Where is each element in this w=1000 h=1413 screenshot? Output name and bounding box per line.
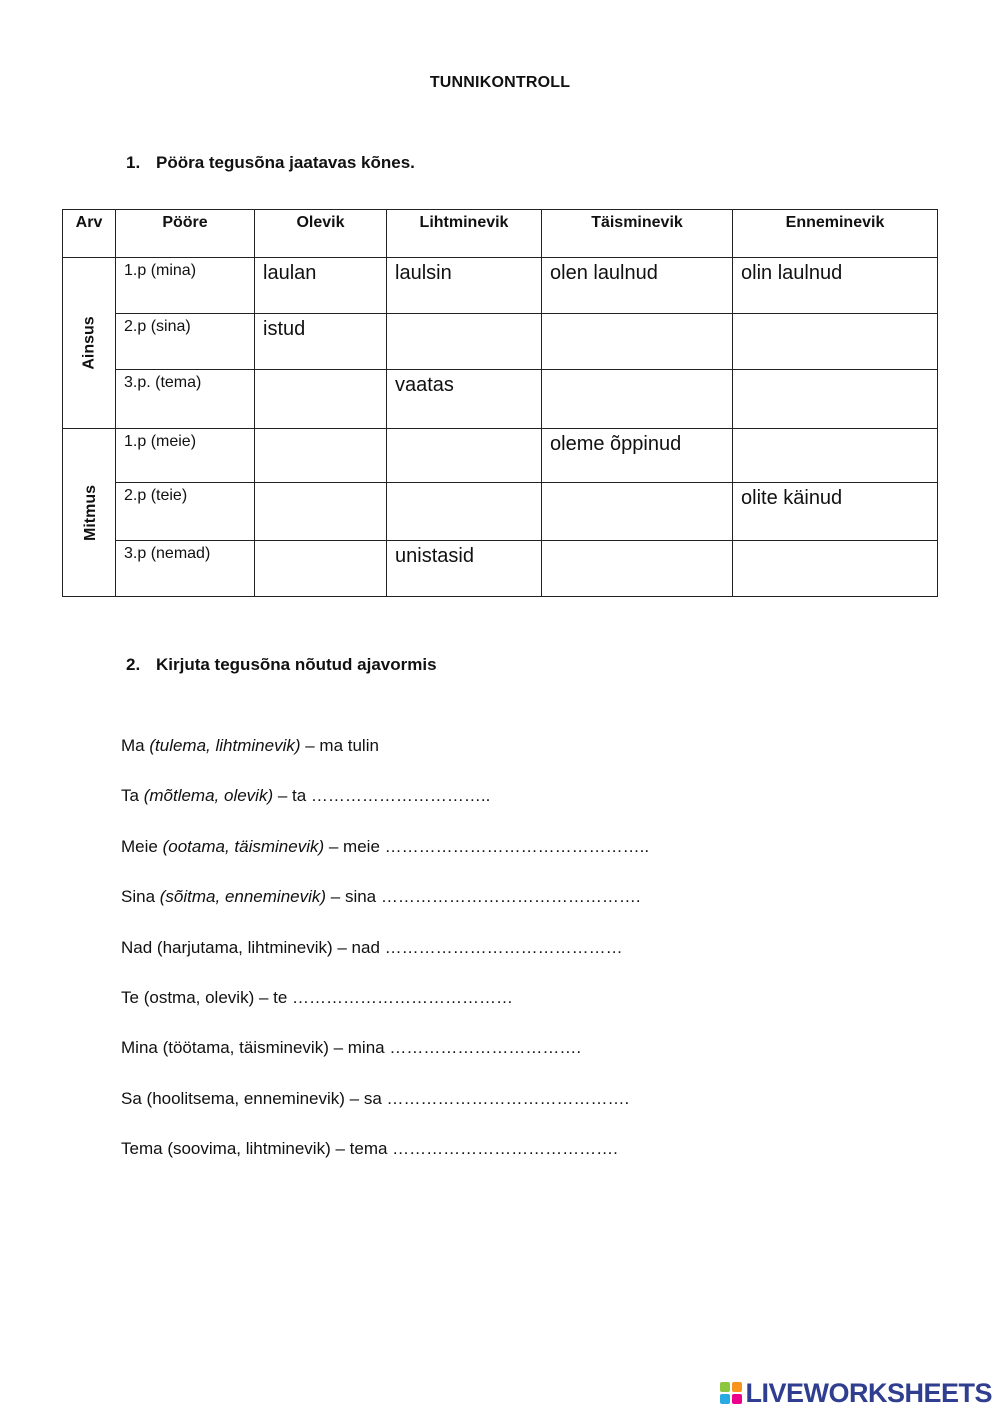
group-ainsus xyxy=(63,258,116,429)
exercise-pronoun: Meie xyxy=(121,836,158,856)
exercise-hint: (ostma, olevik) xyxy=(143,987,255,1007)
exercise-pronoun: Sa xyxy=(121,1088,142,1108)
exercise-pronoun: Te xyxy=(121,987,139,1007)
conjugation-table xyxy=(62,209,938,597)
answer-cell[interactable]: laulan xyxy=(255,258,387,314)
exercise-answer-blank[interactable]: – mina ……………………………. xyxy=(328,1038,582,1058)
answer-cell[interactable] xyxy=(733,314,938,370)
exercise-hint: (sõitma, enneminevik) xyxy=(159,887,327,907)
answer-cell[interactable]: istud xyxy=(255,314,387,370)
exercise-hint: (tulema, lihtminevik) xyxy=(149,736,301,755)
exercise-item xyxy=(121,1036,649,1086)
exercise-item xyxy=(121,734,649,784)
answer-cell[interactable] xyxy=(733,370,938,429)
group-mitmus xyxy=(63,429,116,597)
exercise-hint: (ootama, täisminevik) xyxy=(162,836,325,856)
logo-icon xyxy=(720,1382,742,1404)
person-cell: 2.p (teie) xyxy=(116,483,255,541)
exercise-list xyxy=(121,734,649,1188)
answer-cell[interactable] xyxy=(542,370,733,429)
header-enneminevik: Enneminevik xyxy=(733,210,938,258)
table-row xyxy=(63,541,938,597)
section-2-text: Kirjuta tegusõna nõutud ajavormis xyxy=(156,655,437,674)
group-label: Mitmus xyxy=(82,484,99,541)
exercise-item xyxy=(121,885,649,935)
answer-cell[interactable]: unistasid xyxy=(387,541,542,597)
answer-cell[interactable] xyxy=(542,541,733,597)
header-taisminevik: Täisminevik xyxy=(542,210,733,258)
exercise-hint: (töötama, täisminevik) xyxy=(162,1038,329,1058)
exercise-answer-blank[interactable]: – te ………………………………… xyxy=(254,987,514,1007)
answer-cell[interactable] xyxy=(387,429,542,483)
answer-cell[interactable]: olite käinud xyxy=(733,483,938,541)
exercise-answer-blank[interactable]: – tema …………………………………. xyxy=(330,1139,618,1159)
header-poore: Pööre xyxy=(116,210,255,258)
answer-cell[interactable] xyxy=(255,541,387,597)
person-cell: 1.p (meie) xyxy=(116,429,255,483)
exercise-answer-blank[interactable]: – meie ……………………………………….. xyxy=(324,836,650,856)
person-cell: 2.p (sina) xyxy=(116,314,255,370)
page-title: TUNNIKONTROLL xyxy=(429,74,571,91)
exercise-hint: (hoolitsema, enneminevik) xyxy=(146,1088,345,1108)
exercise-item xyxy=(121,1137,649,1187)
answer-cell[interactable] xyxy=(542,483,733,541)
exercise-answer-blank[interactable]: – sina ………………………………………. xyxy=(326,887,641,907)
answer-cell[interactable]: vaatas xyxy=(387,370,542,429)
table-row xyxy=(63,370,938,429)
answer-cell[interactable]: laulsin xyxy=(387,258,542,314)
person-cell: 1.p (mina) xyxy=(116,258,255,314)
section-1-heading xyxy=(126,153,415,173)
exercise-hint: (soovima, lihtminevik) xyxy=(167,1139,331,1159)
section-2-heading xyxy=(126,655,437,675)
exercise-hint: (mõtlema, olevik) xyxy=(143,786,274,806)
answer-cell[interactable] xyxy=(733,429,938,483)
person-cell: 3.p. (tema) xyxy=(116,370,255,429)
exercise-item xyxy=(121,936,649,986)
table-row xyxy=(63,483,938,541)
exercise-pronoun: Ta xyxy=(121,786,139,806)
answer-cell[interactable]: olen laulnud xyxy=(542,258,733,314)
exercise-answer-blank[interactable]: – nad …………………………………… xyxy=(332,937,623,957)
group-label: Ainsus xyxy=(80,316,98,370)
liveworksheets-logo xyxy=(720,1379,992,1407)
answer-cell[interactable]: oleme õppinud xyxy=(542,429,733,483)
answer-cell[interactable] xyxy=(255,483,387,541)
exercise-answer-blank[interactable]: – ma tulin xyxy=(300,736,379,755)
table-row xyxy=(63,258,938,314)
exercise-pronoun: Mina xyxy=(121,1038,158,1058)
person-cell: 3.p (nemad) xyxy=(116,541,255,597)
answer-cell[interactable] xyxy=(255,370,387,429)
exercise-pronoun: Sina xyxy=(121,887,156,907)
table-row xyxy=(63,429,938,483)
exercise-pronoun: Nad xyxy=(121,937,153,957)
exercise-answer-blank[interactable]: – sa ……………………………………. xyxy=(344,1088,630,1108)
exercise-answer-blank[interactable]: – ta ………………………….. xyxy=(273,786,491,806)
exercise-hint: (harjutama, lihtminevik) xyxy=(156,937,333,957)
header-arv: Arv xyxy=(63,210,116,258)
section-2-number: 2. xyxy=(126,655,141,674)
answer-cell[interactable] xyxy=(387,483,542,541)
header-lihtminevik: Lihtminevik xyxy=(387,210,542,258)
exercise-item xyxy=(121,835,649,885)
exercise-pronoun: Tema xyxy=(121,1139,163,1159)
section-1-text: Pööra tegusõna jaatavas kõnes. xyxy=(156,153,415,172)
answer-cell[interactable] xyxy=(387,314,542,370)
answer-cell[interactable] xyxy=(733,541,938,597)
answer-cell[interactable] xyxy=(542,314,733,370)
answer-cell[interactable]: olin laulnud xyxy=(733,258,938,314)
exercise-pronoun: Ma xyxy=(121,736,145,755)
logo-text: LIVEWORKSHEETS xyxy=(745,1377,992,1408)
table-row xyxy=(63,314,938,370)
section-1-number: 1. xyxy=(126,153,141,172)
exercise-item xyxy=(121,986,649,1036)
exercise-item xyxy=(121,1087,649,1137)
exercise-item xyxy=(121,784,649,834)
header-olevik: Olevik xyxy=(255,210,387,258)
answer-cell[interactable] xyxy=(255,429,387,483)
table-header-row xyxy=(63,210,938,258)
